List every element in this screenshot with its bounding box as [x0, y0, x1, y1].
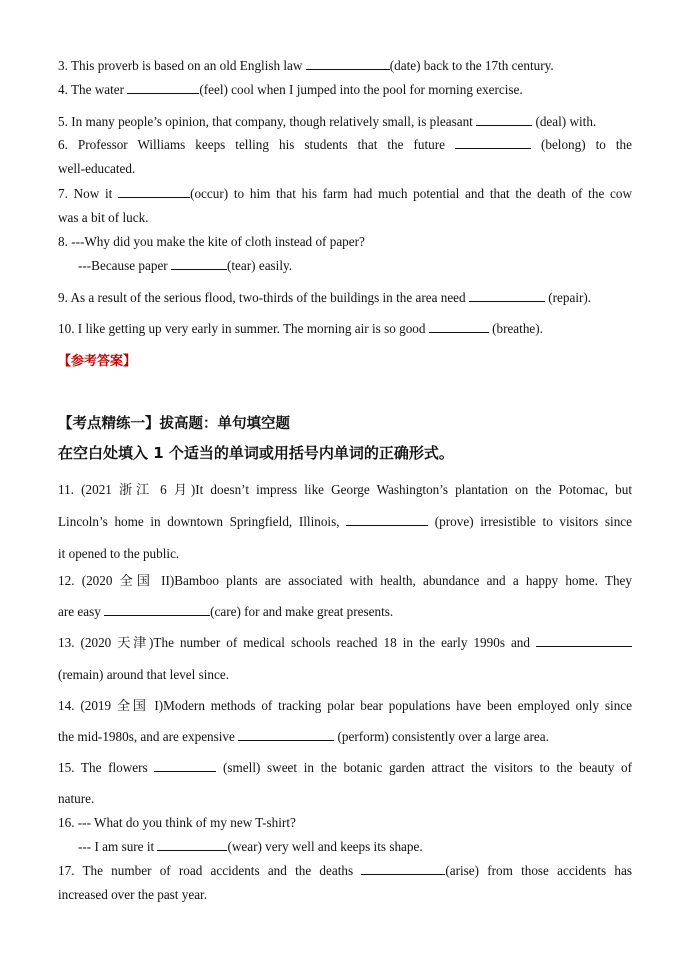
question-14-line2: the mid-1980s, and are expensive (perform) consistently over a large area. [58, 729, 549, 744]
question-7-cont: was a bit of luck. [58, 210, 149, 225]
question-8: 8. ---Why did you make the kite of cloth instead of paper? [58, 234, 365, 249]
question-3: 3. This proverb is based on an old English law (date) back to the 17th century. [58, 58, 554, 73]
answer-key-tag: 【参考答案】 [58, 354, 137, 369]
question-17: 17. The number of road accidents and the deaths (arise) from those accidents has [58, 863, 632, 878]
question-7: 7. Now it (occur) to him that his farm had much potential and that the death of the cow [58, 186, 632, 201]
question-12-line2: are easy (care) for and make great presents. [58, 604, 394, 619]
answer-blank[interactable] [157, 838, 227, 851]
answer-blank[interactable] [118, 185, 190, 198]
question-10: 10. I like getting up very early in summer. The morning air is so good (breathe). [58, 321, 543, 336]
answer-blank[interactable] [346, 513, 428, 526]
question-6-cont: well-educated. [58, 161, 136, 176]
answer-blank[interactable] [104, 603, 210, 616]
answer-blank[interactable] [238, 728, 334, 741]
answer-blank[interactable] [536, 634, 632, 647]
question-8-answer: ---Because paper (tear) easily. [78, 258, 293, 273]
answer-blank[interactable] [127, 81, 199, 94]
answer-blank[interactable] [306, 57, 390, 70]
answer-blank[interactable] [476, 113, 532, 126]
answer-blank[interactable] [469, 289, 545, 302]
question-17-line2: increased over the past year. [58, 887, 208, 902]
question-15: 15. The flowers (smell) sweet in the botanic garden attract the visitors to the beauty of [58, 760, 632, 775]
answer-blank[interactable] [154, 759, 216, 772]
question-16: 16. --- What do you think of my new T-shirt? [58, 815, 296, 830]
question-14: 14. (2019 全国 I)Modern methods of tracking polar bear populations have been employed only since [58, 698, 632, 713]
question-12: 12. (2020 全国 II)Bamboo plants are associated with health, abundance and a happy home. They [58, 573, 632, 588]
answer-blank[interactable] [455, 136, 531, 149]
section-title: 【考点精练一】拔高题：单句填空题 [58, 416, 290, 432]
question-11: 11. (2021 浙江 6 月)It doesn’t impress like George Washington’s plantation on the Potomac, but [58, 482, 632, 497]
question-6: 6. Professor Williams keeps telling his students that the future (belong) to the [58, 137, 633, 152]
question-13: 13. (2020 天津)The number of medical schools reached 18 in the early 1990s and [58, 634, 632, 652]
question-4: 4. The water (feel) cool when I jumped into the pool for morning exercise. [58, 82, 523, 97]
question-11-line2: Lincoln’s home in downtown Springfield, Illinois, (prove) irresistible to visitors since [58, 514, 632, 529]
question-13-line2: (remain) around that level since. [58, 667, 229, 682]
answer-blank[interactable] [171, 257, 227, 270]
question-11-line3: it opened to the public. [58, 546, 180, 561]
question-15-line2: nature. [58, 791, 95, 806]
question-9: 9. As a result of the serious flood, two-thirds of the buildings in the area need (repair). [58, 290, 592, 305]
instruction: 在空白处填入 1 个适当的单词或用括号内单词的正确形式。 [58, 444, 454, 462]
question-16-answer: --- I am sure it (wear) very well and keeps its shape. [78, 839, 423, 854]
question-5: 5. In many people’s opinion, that company, though relatively small, is pleasant (deal) with. [58, 114, 597, 129]
answer-blank[interactable] [361, 862, 445, 875]
answer-blank[interactable] [429, 320, 489, 333]
